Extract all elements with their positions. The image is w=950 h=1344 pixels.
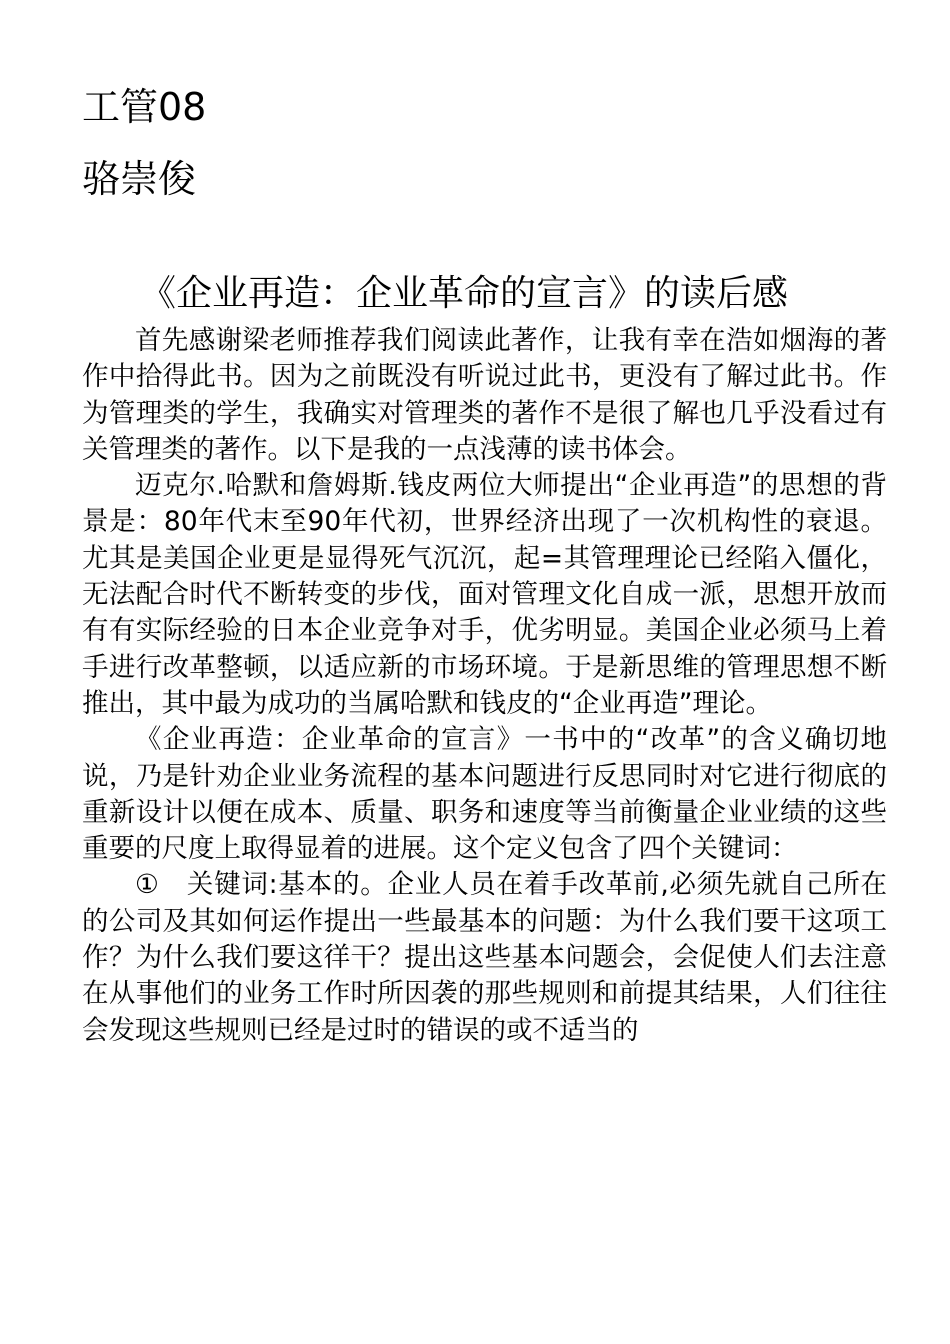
paragraph-background: 迈克尔.哈默和詹姆斯.钱皮两位大师提出“企业再造”的思想的背景是：80年代末至90年代初，世界经济出现了一次机构性的衰退。尤其是美国企业更是显得死气沉沉，起=其管理理论已经陷入僵化，无法配合时代不断转变的步伐，面对管理文化自成一派，思想开放而有有实际经验的日本企业竞争对手，优劣明显。美国企业必须马上着手进行改革整顿，以适应新的市场环境。于是新思维的管理思想不断推出，其中最为成功的当属哈默和钱皮的“企业再造”理论。 — [82, 470, 887, 719]
essay-body — [82, 323, 887, 1049]
paragraph-intro: 首先感谢梁老师推荐我们阅读此著作，让我有幸在浩如烟海的著作中拾得此书。因为之前既没有听说过此书，更没有了解过此书。作为管理类的学生，我确实对管理类的著作不是很了解也几乎没看过有关管理类的著作。以下是我的一点浅薄的读书体会。 — [82, 325, 887, 465]
paragraph-definition: 《企业再造：企业革命的宣言》一书中的“改革”的含义确切地说，乃是针劝企业业务流程的基本问题进行反思同时对它进行彻底的重新设计以便在成本、质量、职务和速度等当前衡量企业业绩的这些重要的尺度上取得显着的进展。这个定义包含了四个关键词： — [82, 724, 887, 865]
essay-title: 《企业再造：企业革命的宣言》的读后感 — [140, 273, 789, 314]
author-name-heading: 骆崇俊 — [82, 157, 197, 201]
paragraph-keyword-1: ① 关键词:基本的。企业人员在着手改革前,必须先就自己所在的公司及其如何运作提出一些最基本的问题：为什么我们要干这项工作？为什么我们要这徉干？提出这些基本问题会，会促使人们去注意在从事他们的业务工作时所因袭的那些规则和前提其结果，人们往往会发现这些规则已经是过时的错误的或不适当的 — [82, 869, 887, 1046]
class-name-heading: 工管08 — [82, 85, 207, 129]
